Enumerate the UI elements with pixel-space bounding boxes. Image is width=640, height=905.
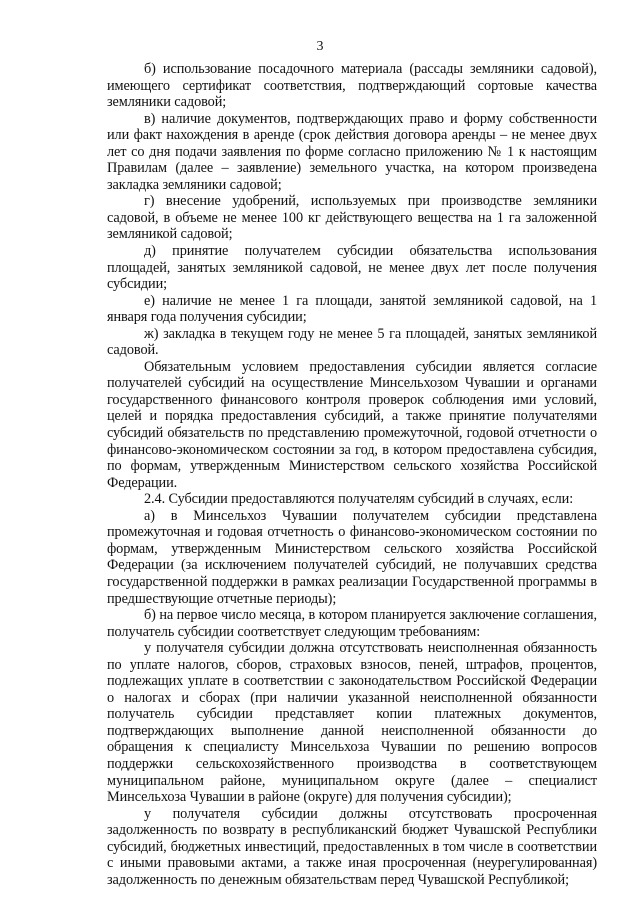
page-number: 3 (316, 39, 324, 54)
paragraph-g-fertilizers: г) внесение удобрений, используемых при производстве земляники садовой, в объеме не менее 100 кг действующего вещества на 1 га заложенной земляникой садовой; (107, 193, 597, 243)
paragraph-v-ownership-documents: в) наличие документов, подтверждающих право и форму собственности или факт нахождения в аренде (срок действия договора аренды – не менее двух лет со дня подачи заявления по форме согласно приложению № 1 к настоящим Правилам (далее – заявление) земельного участка, на котором произведена закладка земляники садовой; (107, 110, 597, 193)
paragraph-tax-obligation: у получателя субсидии должна отсутствовать неисполненная обязанность по уплате налогов, сборов, страховых взносов, пеней, штрафов, процентов, подлежащих уплате в соответствии с законодательством Российской Федерации о налогах и сборах (при наличии указанной неисполненной обязанности получатель субсидии представляет копии платежных документов, подтверждающих выполнение данной неисполненной обязанности до обращения к специалисту Минсельхоза Чувашии по решению вопросов поддержки сельскохозяйственного производства в соответствующем муниципальном районе, муниципальном округе (далее – специалист Минсельхоза Чувашии в районе (округе) для получения субсидии); (107, 640, 597, 806)
paragraph-d-obligation: д) принятие получателем субсидии обязательства использования площадей, занятых земляникой садовой, не менее двух лет после получения субсидии; (107, 243, 597, 293)
paragraph-section-2-4: 2.4. Субсидии предоставляются получателям субсидий в случаях, если: (144, 491, 574, 508)
paragraph-b-planting-material: б) использование посадочного материала (рассады земляники садовой), имеющего сертификат соответствия, подтверждающий сортовые качества земляники садовой; (107, 61, 597, 111)
document-body (107, 61, 597, 888)
paragraph-zh-planting: ж) закладка в текущем году не менее 5 га площадей, занятых земляникой садовой. (107, 325, 597, 359)
paragraph-b-requirements: б) на первое число месяца, в котором планируется заключение соглашения, получатель субсидии соответствует следующим требованиям: (107, 607, 597, 640)
paragraph-e-area: е) наличие не менее 1 га площади, занятой земляникой садовой, на 1 января года получения субсидии; (107, 292, 597, 326)
paragraph-overdue-debt: у получателя субсидии должны отсутствовать просроченная задолженность по возврату в республиканский бюджет Чувашской Республики субсидий, бюджетных инвестиций, предоставленных в том числе в соответствии с иными правовыми актами, а также иная просроченная (неурегулированная) задолженность по денежным обязательствам перед Чувашской Республикой; (107, 805, 597, 888)
paragraph-a-reporting: а) в Минсельхоз Чувашии получателем субсидии представлена промежуточная и годовая отчетность о финансово-экономическом состоянии по формам, утвержденным Министерством сельского хозяйства Российской Федерации (за исключением получателей субсидий, не получавших средства государственной поддержки в рамках реализации Государственной программы в предшествующие отчетные периоды); (107, 507, 597, 607)
paragraph-mandatory-condition: Обязательным условием предоставления субсидии является согласие получателей субсидий на осуществление Минсельхозом Чувашии и органами государственного финансового контроля проверок соблюдения ими условий, целей и порядка предоставления субсидий, а также принятие получателями субсидий обязательств по представлению промежуточной, годовой отчетности о финансово-экономическом состоянии за год, в котором предоставлена субсидия, по формам, утвержденным Министерством сельского хозяйства Российской Федерации. (107, 358, 597, 491)
